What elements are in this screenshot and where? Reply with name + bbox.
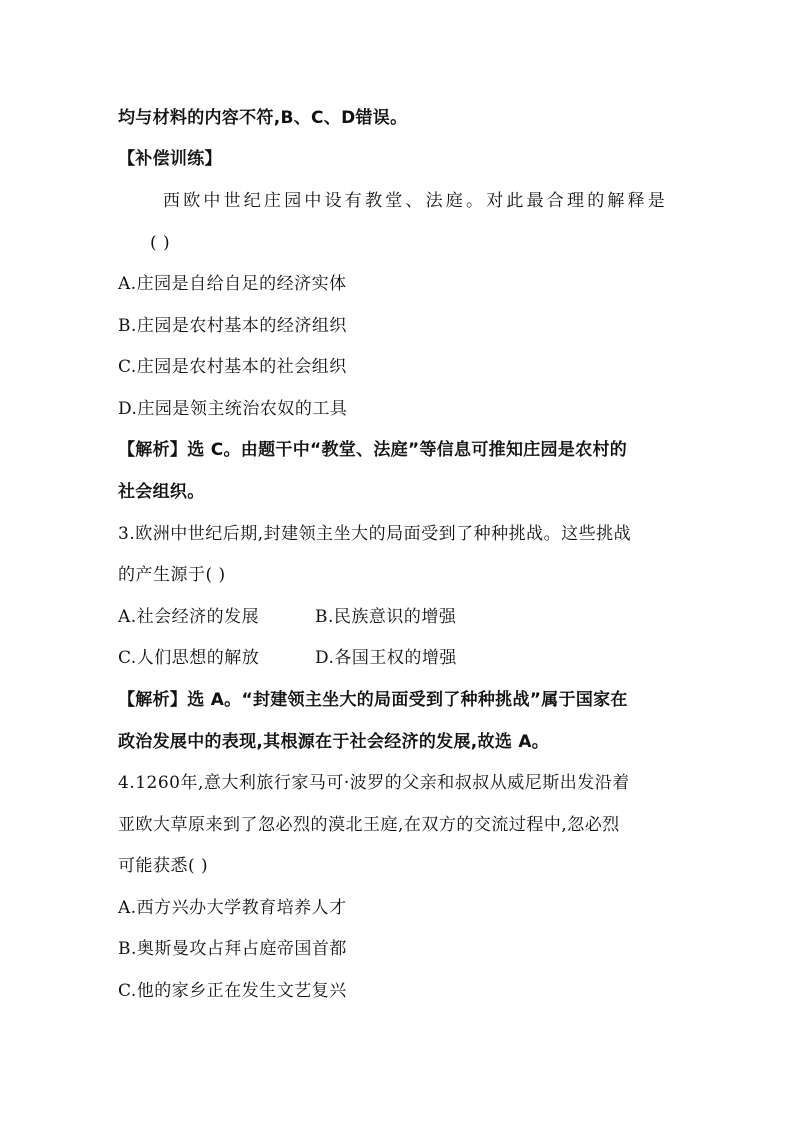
question-4-option-c: C.他的家乡正在发生文艺复兴 [118,981,347,1001]
analysis-text-q3: 选 A。“封建领主坐大的局面受到了种种挑战”属于国家在 [187,690,628,710]
analysis-line [118,438,627,462]
option-c: C.庄园是农村基本的社会组织 [118,357,347,377]
question-4-stem: 4.1260年,意大利旅行家马可·波罗的父亲和叔叔从威尼斯出发沿着 [118,773,630,793]
option-b: B.庄园是农村基本的经济组织 [118,316,347,336]
answer-blank: ( ) [150,233,171,253]
analysis-text-continued: 社会组织。 [118,482,205,502]
answer-continuation: 均与材料的内容不符,B、C、D错误。 [118,108,408,128]
analysis-label-q3: 【解析】 [118,690,188,710]
question-3-option-b: B.民族意识的增强 [315,607,457,627]
question-3-option-a: A.社会经济的发展 [118,607,260,627]
question-4-option-b: B.奥斯曼攻占拜占庭帝国首都 [118,939,347,959]
question-3-option-c: C.人们思想的解放 [118,648,260,668]
option-a: A.庄园是自给自足的经济实体 [118,274,347,294]
section-heading-compensation-training: 【补偿训练】 [118,149,222,169]
analysis-line-q3 [118,688,628,712]
analysis-text-q3-continued: 政治发展中的表现,其根源在于社会经济的发展,故选 A。 [118,732,550,752]
question-stem: 西欧中世纪庄园中设有教堂、法庭。对此最合理的解释是 [163,191,668,211]
question-3-option-d: D.各国王权的增强 [315,648,457,668]
analysis-text: 选 C。由题干中“教堂、法庭”等信息可推知庄园是农村的 [187,440,628,460]
option-d: D.庄园是领主统治农奴的工具 [118,399,348,419]
question-3-stem-continued: 的产生源于( ) [118,565,226,585]
question-4-option-a: A.西方兴办大学教育培养人才 [118,898,347,918]
analysis-label: 【解析】 [118,440,188,460]
question-4-stem-end: 可能获悉( ) [118,856,209,876]
question-3-stem: 3.欧洲中世纪后期,封建领主坐大的局面受到了种种挑战。这些挑战 [118,524,632,544]
question-4-stem-continued: 亚欧大草原来到了忽必烈的漠北王庭,在双方的交流过程中,忽必烈 [118,815,620,835]
